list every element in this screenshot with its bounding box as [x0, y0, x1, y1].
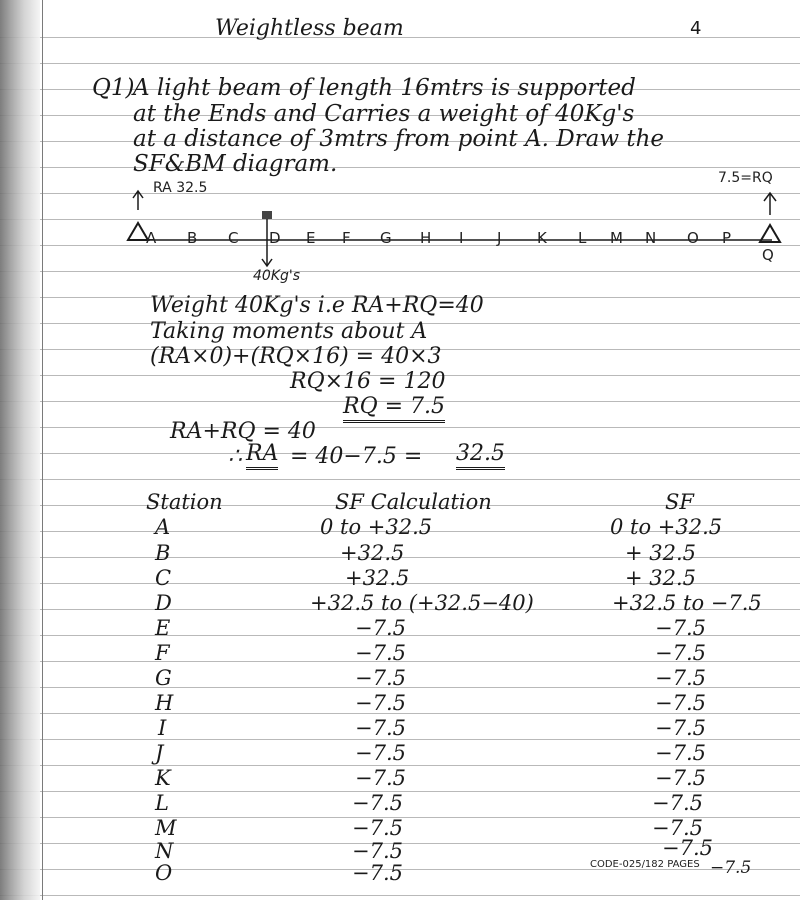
row-calc: −7.5 [355, 641, 406, 665]
table-header-station: Station [146, 490, 223, 514]
row-sf: + 32.5 [625, 541, 697, 565]
question-line-2: at the Ends and Carries a weight of 40Kg's [133, 101, 635, 127]
row-sf: −7.5 [655, 616, 706, 640]
table-header-sf: SF [665, 490, 694, 514]
row-station: H [155, 691, 174, 715]
row-calc: −7.5 [355, 666, 406, 690]
left-support-triangle [128, 223, 148, 240]
row-calc: −7.5 [352, 861, 403, 885]
row-calc: −7.5 [352, 791, 403, 815]
row-sf: +32.5 to −7.5 [612, 591, 762, 615]
row-calc: −7.5 [355, 716, 406, 740]
beam-point-D: D [269, 229, 281, 247]
working-line-7-prefix: ∴ [228, 444, 242, 469]
working-line-2: Taking moments about A [150, 319, 428, 344]
working-line-3: (RA×0)+(RQ×16) = 40×3 [150, 344, 442, 369]
row-sf: + 32.5 [625, 566, 697, 590]
row-station: O [155, 861, 173, 885]
working-line-7-ra: RA [246, 441, 278, 470]
load-label: 40Kg's [253, 268, 301, 284]
beam-point-K: K [537, 229, 547, 247]
row-station: D [155, 591, 172, 615]
right-reaction-label: 7.5=RQ [718, 170, 773, 186]
page-number: 4 [690, 18, 702, 39]
beam-point-A: A [146, 229, 157, 247]
beam-point-Q: Q [762, 246, 774, 264]
row-sf: −7.5 [652, 816, 703, 840]
row-sf: −7.5 [655, 741, 706, 765]
beam-diagram [0, 0, 800, 300]
row-station: C [155, 566, 172, 590]
row-station: M [155, 816, 177, 840]
row-calc: −7.5 [352, 816, 403, 840]
beam-point-N: N [645, 229, 657, 247]
working-line-6: RA+RQ = 40 [170, 419, 316, 444]
row-station: F [155, 641, 170, 665]
working-line-5: RQ = 7.5 [343, 394, 445, 423]
beam-point-J: J [497, 229, 502, 247]
working-line-1: Weight 40Kg's i.e RA+RQ=40 [150, 293, 484, 318]
beam-point-B: B [187, 229, 198, 247]
left-reaction-label: RA 32.5 [153, 180, 208, 196]
working-line-7-val: 32.5 [456, 441, 505, 470]
beam-point-H: H [420, 229, 432, 247]
question-line-3: at a distance of 3mtrs from point A. Draw the [133, 126, 665, 152]
beam-point-L: L [578, 229, 587, 247]
row-calc: −7.5 [355, 616, 406, 640]
beam-point-G: G [380, 229, 392, 247]
row-sf: −7.5 [655, 766, 706, 790]
load-block [262, 211, 272, 219]
row-calc: +32.5 [345, 566, 410, 590]
row-station: B [155, 541, 171, 565]
question-line-1: A light beam of length 16mtrs is supported [133, 75, 636, 101]
row-station: N [155, 839, 174, 863]
row-station: A [155, 515, 171, 539]
beam-point-P: P [722, 229, 732, 247]
row-calc: +32.5 to (+32.5−40) [310, 591, 534, 615]
document-code: CODE-025/182 PAGES [590, 859, 700, 870]
row-station: I [158, 716, 167, 740]
row-station: K [155, 766, 171, 790]
row-calc: −7.5 [355, 741, 406, 765]
row-calc: −7.5 [355, 691, 406, 715]
row-calc: −7.5 [352, 839, 403, 863]
table-header-sf-calc: SF Calculation [335, 490, 492, 514]
row-station: E [155, 616, 171, 640]
row-calc: +32.5 [340, 541, 405, 565]
row-sf: −7.5 [655, 641, 706, 665]
working-line-4: RQ×16 = 120 [290, 369, 446, 394]
row-sf: −7.5 [655, 691, 706, 715]
question-number: Q1) [92, 75, 135, 101]
row-sf: 0 to +32.5 [610, 515, 723, 539]
row-sf: −7.5 [655, 666, 706, 690]
beam-point-F: F [342, 229, 351, 247]
beam-point-O: O [687, 229, 699, 247]
beam-point-M: M [610, 229, 623, 247]
row-sf: −7.5 [710, 858, 752, 878]
row-calc: −7.5 [355, 766, 406, 790]
row-station: L [155, 791, 169, 815]
row-calc: 0 to +32.5 [320, 515, 433, 539]
working-line-7-eq: = 40−7.5 = [290, 444, 423, 469]
row-sf: −7.5 [655, 716, 706, 740]
beam-point-I: I [459, 229, 464, 247]
beam-point-C: C [228, 229, 239, 247]
row-sf: −7.5 [662, 836, 713, 860]
beam-point-E: E [306, 229, 316, 247]
row-station: G [155, 666, 172, 690]
row-station: J [155, 741, 164, 765]
row-sf: −7.5 [652, 791, 703, 815]
question-line-4: SF&BM diagram. [133, 151, 338, 177]
page-title: Weightless beam [215, 16, 404, 41]
